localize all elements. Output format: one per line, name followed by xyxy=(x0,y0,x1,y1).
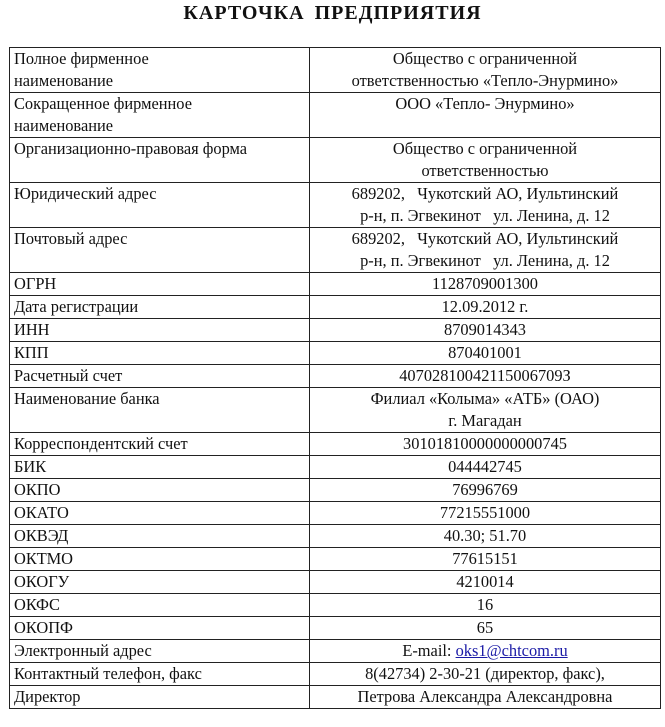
row-label-line: Юридический адрес xyxy=(14,184,157,203)
row-label xyxy=(10,228,310,273)
row-value xyxy=(310,365,661,388)
row-label-line: ОГРН xyxy=(14,274,57,293)
title-part-2: ПРЕДПРИЯТИЯ xyxy=(314,2,482,24)
row-label-line: наименование xyxy=(14,116,114,135)
row-label-line: Наименование банка xyxy=(14,389,160,408)
row-label xyxy=(10,388,310,433)
row-value-line: ответственностью xyxy=(421,161,549,180)
row-value-line: 16 xyxy=(476,595,494,614)
row-label-line: Расчетный счет xyxy=(14,366,123,385)
table-row xyxy=(10,228,661,273)
row-label-line: ОКВЭД xyxy=(14,526,69,545)
row-value xyxy=(310,479,661,502)
row-label xyxy=(10,617,310,640)
title-part-1: КАРТОЧКА xyxy=(183,2,305,24)
row-label-line: ОКАТО xyxy=(14,503,69,522)
row-label-line: ИНН xyxy=(14,320,50,339)
row-value: Петрова Александра Александровна xyxy=(310,686,661,709)
table-row xyxy=(10,183,661,228)
row-value xyxy=(310,456,661,479)
row-label-line: Почтовый адрес xyxy=(14,229,128,248)
row-label xyxy=(10,525,310,548)
row-label-line: наименование xyxy=(14,71,114,90)
row-value xyxy=(310,342,661,365)
row-value-line: 65 xyxy=(476,618,494,637)
row-value-line: 8709014343 xyxy=(444,320,526,339)
row-value: 8(42734) 2-30-21 (директор, факс), xyxy=(310,663,661,686)
table-row xyxy=(10,479,661,502)
row-label-line: ОКТМО xyxy=(14,549,73,568)
row-value xyxy=(310,640,661,663)
row-label xyxy=(10,571,310,594)
row-value xyxy=(310,296,661,319)
row-value-line: ответственностью «Тепло-Энурмино» xyxy=(351,71,619,90)
row-label-line: ОКОПФ xyxy=(14,618,73,637)
row-label xyxy=(10,273,310,296)
row-value xyxy=(310,502,661,525)
table-row xyxy=(10,617,661,640)
table-row xyxy=(10,93,661,138)
row-value xyxy=(310,548,661,571)
row-label xyxy=(10,502,310,525)
row-value-line: 40.30; 51.70 xyxy=(443,526,527,545)
row-value xyxy=(310,571,661,594)
row-label xyxy=(10,183,310,228)
table-row xyxy=(10,319,661,342)
table-row xyxy=(10,296,661,319)
row-label-line: ОКПО xyxy=(14,480,61,499)
row-label xyxy=(10,594,310,617)
table-row xyxy=(10,138,661,183)
table-row xyxy=(10,571,661,594)
row-value xyxy=(310,93,661,138)
row-label-line: ОКОГУ xyxy=(14,572,70,591)
row-value-line: Общество с ограниченной xyxy=(392,49,578,68)
row-label: Электронный адрес xyxy=(10,640,310,663)
table-row-director xyxy=(10,686,661,709)
row-value xyxy=(310,183,661,228)
table-row xyxy=(10,502,661,525)
row-label xyxy=(10,456,310,479)
row-label: Контактный телефон, факс xyxy=(10,663,310,686)
row-label xyxy=(10,479,310,502)
table-row xyxy=(10,342,661,365)
row-label xyxy=(10,296,310,319)
company-card-table xyxy=(9,47,661,709)
row-value-line: 77615151 xyxy=(452,549,518,568)
row-value-line: 689202, Чукотский АО, Иультинский xyxy=(351,184,619,203)
row-label xyxy=(10,138,310,183)
row-value-line: 689202, Чукотский АО, Иультинский xyxy=(351,229,619,248)
table-row xyxy=(10,525,661,548)
row-label-line: ОКФС xyxy=(14,595,60,614)
row-value-line: р-н, п. Эгвекинот ул. Ленина, д. 12 xyxy=(360,251,610,270)
row-value-line: 12.09.2012 г. xyxy=(441,297,529,316)
table-row-email xyxy=(10,640,661,663)
table-row xyxy=(10,456,661,479)
row-value-line: 40702810042115006709З xyxy=(399,366,571,385)
row-label xyxy=(10,319,310,342)
page-title xyxy=(0,0,665,28)
row-label-line: Полное фирменное xyxy=(14,49,149,68)
email-prefix: E-mail: xyxy=(402,641,456,660)
row-label xyxy=(10,48,310,93)
row-value-line: 4210014 xyxy=(456,572,514,591)
row-value xyxy=(310,433,661,456)
row-value xyxy=(310,319,661,342)
row-value-line: г. Магадан xyxy=(448,411,522,430)
row-label xyxy=(10,365,310,388)
row-value xyxy=(310,594,661,617)
row-label-line: Корреспондентский счет xyxy=(14,434,188,453)
row-label: Директор xyxy=(10,686,310,709)
row-value-line: Филиал «Колыма» «АТБ» (ОАО) xyxy=(370,389,600,408)
row-label-line: КПП xyxy=(14,343,49,362)
table-row xyxy=(10,48,661,93)
row-value xyxy=(310,138,661,183)
table-row xyxy=(10,365,661,388)
row-value-line: 30101810000000000745 xyxy=(403,434,567,453)
row-value xyxy=(310,388,661,433)
row-value-line: 044442745 xyxy=(448,457,522,476)
row-value-line: ООО «Тепло- Энурмино» xyxy=(395,94,575,113)
table-row xyxy=(10,594,661,617)
table-row xyxy=(10,388,661,433)
row-value xyxy=(310,617,661,640)
row-value-line: р-н, п. Эгвекинот ул. Ленина, д. 12 xyxy=(360,206,610,225)
row-value-line: 77215551000 xyxy=(439,503,531,522)
row-label xyxy=(10,433,310,456)
table-row xyxy=(10,273,661,296)
row-value xyxy=(310,48,661,93)
row-value-line: 76996769 xyxy=(452,480,518,499)
row-label xyxy=(10,548,310,571)
row-value xyxy=(310,525,661,548)
row-value-line: 1128709001300 xyxy=(432,274,538,293)
row-value-line: Общество с ограниченной xyxy=(392,139,578,158)
row-label-line: Организационно-правовая форма xyxy=(14,139,248,158)
table-row xyxy=(10,433,661,456)
row-label-line: Дата регистрации xyxy=(14,297,139,316)
row-value xyxy=(310,228,661,273)
table-row xyxy=(10,548,661,571)
row-value xyxy=(310,273,661,296)
row-value-line: 870401001 xyxy=(448,343,522,362)
row-label-line: Сокращенное фирменное xyxy=(14,94,192,113)
email-link[interactable]: oks1@chtcom.ru xyxy=(455,641,568,660)
row-label xyxy=(10,93,310,138)
row-label xyxy=(10,342,310,365)
table-row-phone xyxy=(10,663,661,686)
row-label-line: БИК xyxy=(14,457,47,476)
